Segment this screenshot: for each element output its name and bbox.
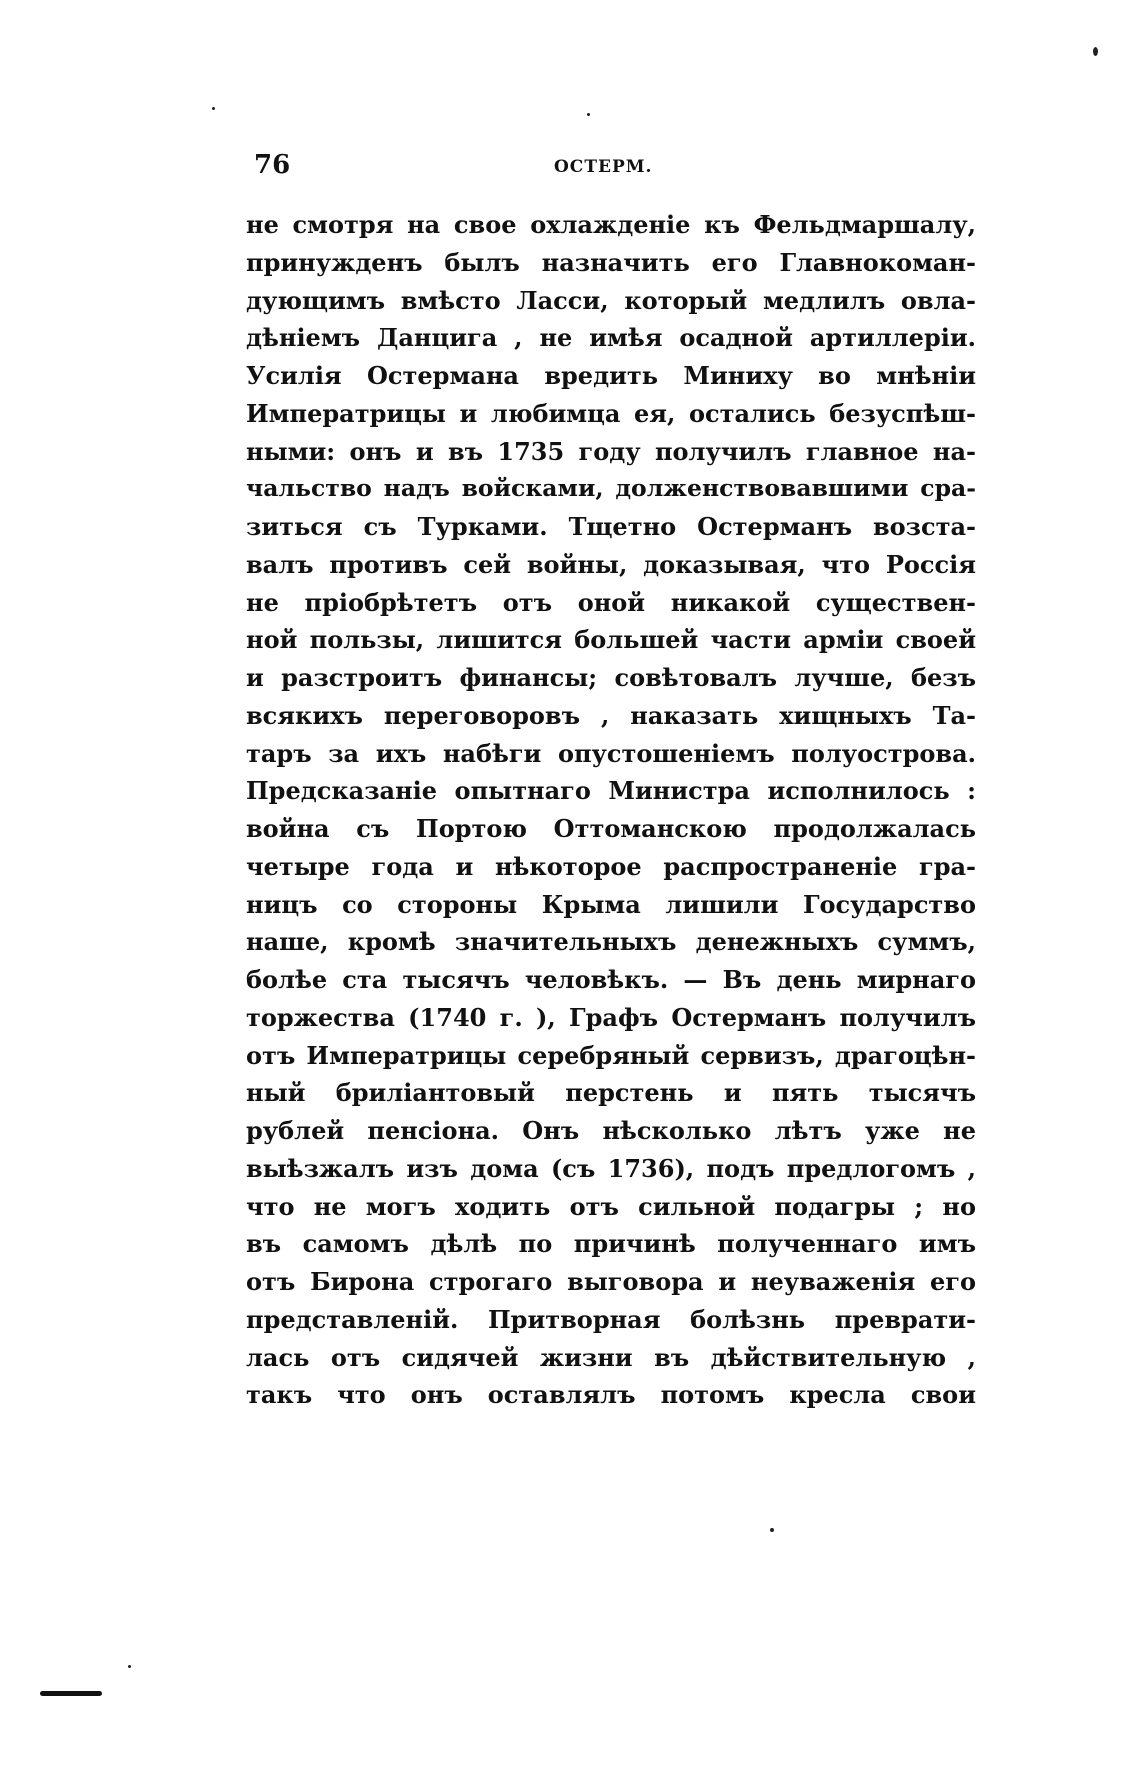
text-line: такъ что онъ оставлялъ потомъ кресла свои bbox=[246, 1380, 976, 1410]
text-line: въ самомъ дѣлѣ по причинѣ полученнаго имъ bbox=[246, 1229, 976, 1259]
text-line: таръ за ихъ набѣги опустошеніемъ полуострова. bbox=[246, 738, 976, 768]
text-line: дѣніемъ Данцига , не имѣя осадной артиллеріи. bbox=[246, 323, 976, 353]
scan-speck bbox=[1093, 47, 1098, 56]
text-line: болѣе ста тысячъ человѣкъ. — Въ день мирнаго bbox=[246, 965, 976, 994]
text-line: не пріобрѣтетъ отъ оной никакой существен- bbox=[246, 587, 976, 617]
text-line: зиться съ Турками. Тщетно Остерманъ возста- bbox=[246, 512, 976, 541]
scan-mark bbox=[40, 1691, 102, 1696]
text-line: Усилія Остермана вредить Миниху во мнѣніи bbox=[246, 361, 976, 390]
text-line: лась отъ сидячей жизни въ дѣйствительную , bbox=[246, 1342, 976, 1372]
text-line: отъ Бирона строгаго выговора и неуваженія его bbox=[246, 1267, 976, 1296]
page-header bbox=[244, 148, 974, 188]
text-line: выѣзжалъ изъ дома (съ 1736), подъ предлогомъ , bbox=[246, 1153, 976, 1183]
scan-speck bbox=[770, 1528, 774, 1532]
text-line: ницъ со стороны Крыма лишили Государство bbox=[246, 889, 976, 919]
running-head: ОСТЕРМ. bbox=[554, 157, 653, 177]
text-line: наше, кромѣ значительныхъ денежныхъ суммъ, bbox=[246, 927, 976, 957]
text-line: отъ Императрицы серебряный сервизъ, драгоцѣн- bbox=[246, 1040, 976, 1070]
text-line: ной пользы, лишится большей части арміи своей bbox=[246, 625, 976, 655]
text-line: торжества (1740 г. ), Графъ Остерманъ получилъ bbox=[246, 1002, 976, 1032]
text-line: чальство надъ войсками, долженствовавшими сра- bbox=[246, 474, 976, 503]
text-line: представленій. Притворная болѣзнь преврати- bbox=[246, 1304, 976, 1334]
text-line: и разстроитъ финансы; совѣтовалъ лучше, безъ bbox=[246, 663, 976, 692]
text-line: ный бриліантовый перстень и пять тысячъ bbox=[246, 1078, 976, 1108]
text-line: что не могъ ходить отъ сильной подагры ; но bbox=[246, 1191, 976, 1221]
text-line: не смотря на свое охлажденіе къ Фельдмаршалу, bbox=[246, 210, 976, 239]
text-line: четыре года и нѣкоторое распространеніе гра- bbox=[246, 851, 976, 881]
text-line: война съ Портою Оттоманскою продолжалась bbox=[246, 814, 976, 843]
text-line: Предсказаніе опытнаго Министра исполнилось : bbox=[246, 776, 976, 806]
page-number: 76 bbox=[254, 150, 291, 180]
scan-speck bbox=[212, 107, 215, 110]
text-line: дующимъ вмѣсто Ласси, который медлилъ овла- bbox=[246, 285, 976, 315]
text-line: валъ противъ сей войны, доказывая, что Россія bbox=[246, 549, 976, 579]
body-text bbox=[246, 206, 976, 1414]
text-line: всякихъ переговоровъ , наказать хищныхъ Та- bbox=[246, 700, 976, 730]
scan-speck bbox=[128, 1665, 131, 1668]
text-line: рублей пенсіона. Онъ нѣсколько лѣтъ уже не bbox=[246, 1116, 976, 1145]
text-line: принужденъ былъ назначить его Главнокоман- bbox=[246, 247, 976, 277]
text-line: ными: онъ и въ 1735 году получилъ главное на- bbox=[246, 436, 976, 466]
scan-speck bbox=[587, 113, 590, 116]
text-line: Императрицы и любимца ея, остались безуспѣш- bbox=[246, 398, 976, 428]
